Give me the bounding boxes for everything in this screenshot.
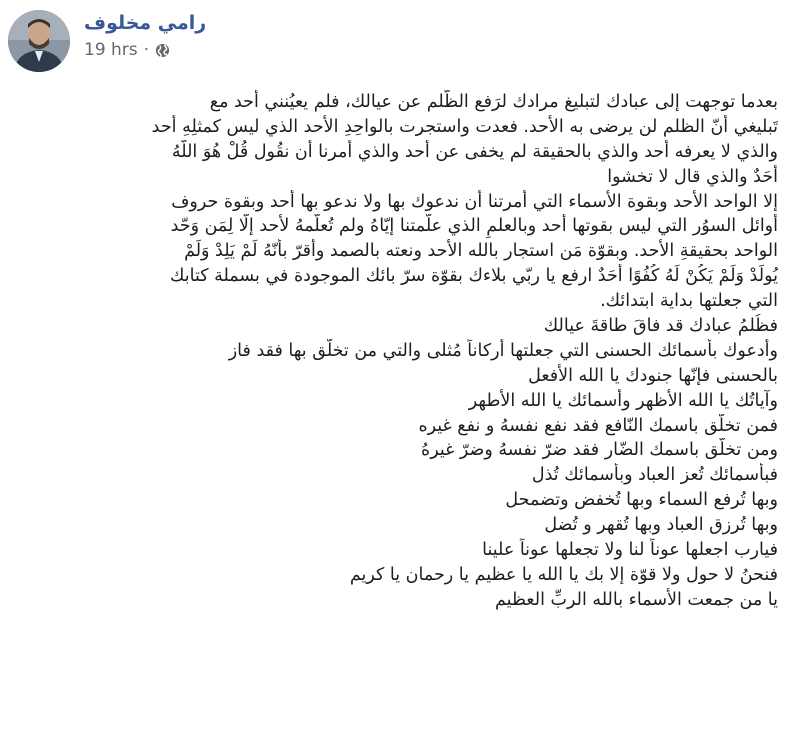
post-line: أوائل السوُر التي ليس بقوتها أحد وبالعلمِ الذي علّمتنا إيّاهُ ولم تُعلّمهُ لأحد إلّا لِمَن وَحّد (170, 216, 778, 237)
post-line: إلا الواحد الأحد وبقوة الأسماء التي أمرتنا أن ندعوك بها ولا ندعو بها أحد وبقوة حروف (171, 191, 778, 212)
post-line: وبها تُرزق العباد وبها تُقهر و تُضل (544, 515, 778, 536)
post-body (22, 90, 778, 613)
post-line: يُولَدْ وَلَمْ يَكُنْ لَهُ كُفُوًا أَحَدٌ ارفع يا ربّي بلاءك بقوّة سرّ بائك الموجودة في بسملة كتابك (170, 266, 778, 287)
post-time-row (84, 40, 206, 60)
post-line: بالحسنى فإنّها جنودك يا الله الأفعل (528, 365, 778, 386)
post-line: وآياتُك يا الله الأظهر وأسمائك يا الله الأطهر (468, 390, 778, 411)
avatar[interactable] (8, 10, 70, 72)
separator-dot: · (143, 40, 150, 60)
post-line: وبها تُرفع السماء وبها تُخفض وتضمحل (505, 490, 778, 511)
profile-photo (8, 10, 70, 72)
post-line: فظُلمُ عبادك قد فاقَ طاقةَ عيالك (543, 316, 778, 337)
post-line: تَبليغي أنّ الظلم لن يرضى به الأحد. فعدت واستجرت بالواحِدِ الأحد الذي ليس كمثلِهِ أحد (151, 116, 778, 137)
timestamp[interactable]: 19 hrs (84, 40, 138, 60)
post-line: فبأسمائك تُعز العباد وبأسمائك تُذل (531, 465, 778, 486)
post-line: فيارب اجعلها عوناً لنا ولا تجعلها عوناً علينا (482, 540, 778, 561)
post-line: بعدما توجهت إلى عبادك لتبليغ مرادك لرَفع الظّلم عن عيالك، فلم يعيُنني أحد مع (209, 92, 778, 112)
post-header (0, 10, 800, 74)
post-line: يا من جمعت الأسماء بالله الربِّ العظيم (495, 589, 778, 610)
post-meta (84, 12, 206, 60)
post-line: فنحنُ لا حول ولا قوّة إلا بك يا الله يا عظيم يا رحمان يا كريم (349, 564, 778, 585)
post-line: وأدعوك بأسمائك الحسنى التي جعلتها أركاناً مُثلى والتي من تخلّق بها فقد فاز (228, 340, 778, 361)
post-line: ومن تخلّق باسمك الضّار فقد ضرّ نفسهُ وضرّ غيرهُ (421, 440, 778, 461)
post-line: فمن تخلّق باسمك النّافع فقد نفع نفسهُ و نفع غيره (418, 415, 778, 436)
post-line: الواحد بحقيقةِ الأحد. وبقوّة مَن استجار بالله الأحد ونعته بالصمد وأقرّ بأنّهُ لَمْ يَلِدْ وَلَمْ (184, 241, 778, 262)
author-name[interactable]: رامي مخلوف (84, 12, 207, 34)
post-line: والذي لا يعرفه أحد والذي بالحقيقة لم يخفى عن أحد والذي أمرنا أن نقُول قُلْ هُوَ اللَّهُ (171, 141, 778, 162)
globe-icon[interactable] (155, 43, 170, 58)
post-line: التي جعلتها بداية ابتدائك. (600, 291, 778, 312)
post-line: أَحَدٌ والذي قال لا تخشوا (607, 166, 778, 187)
